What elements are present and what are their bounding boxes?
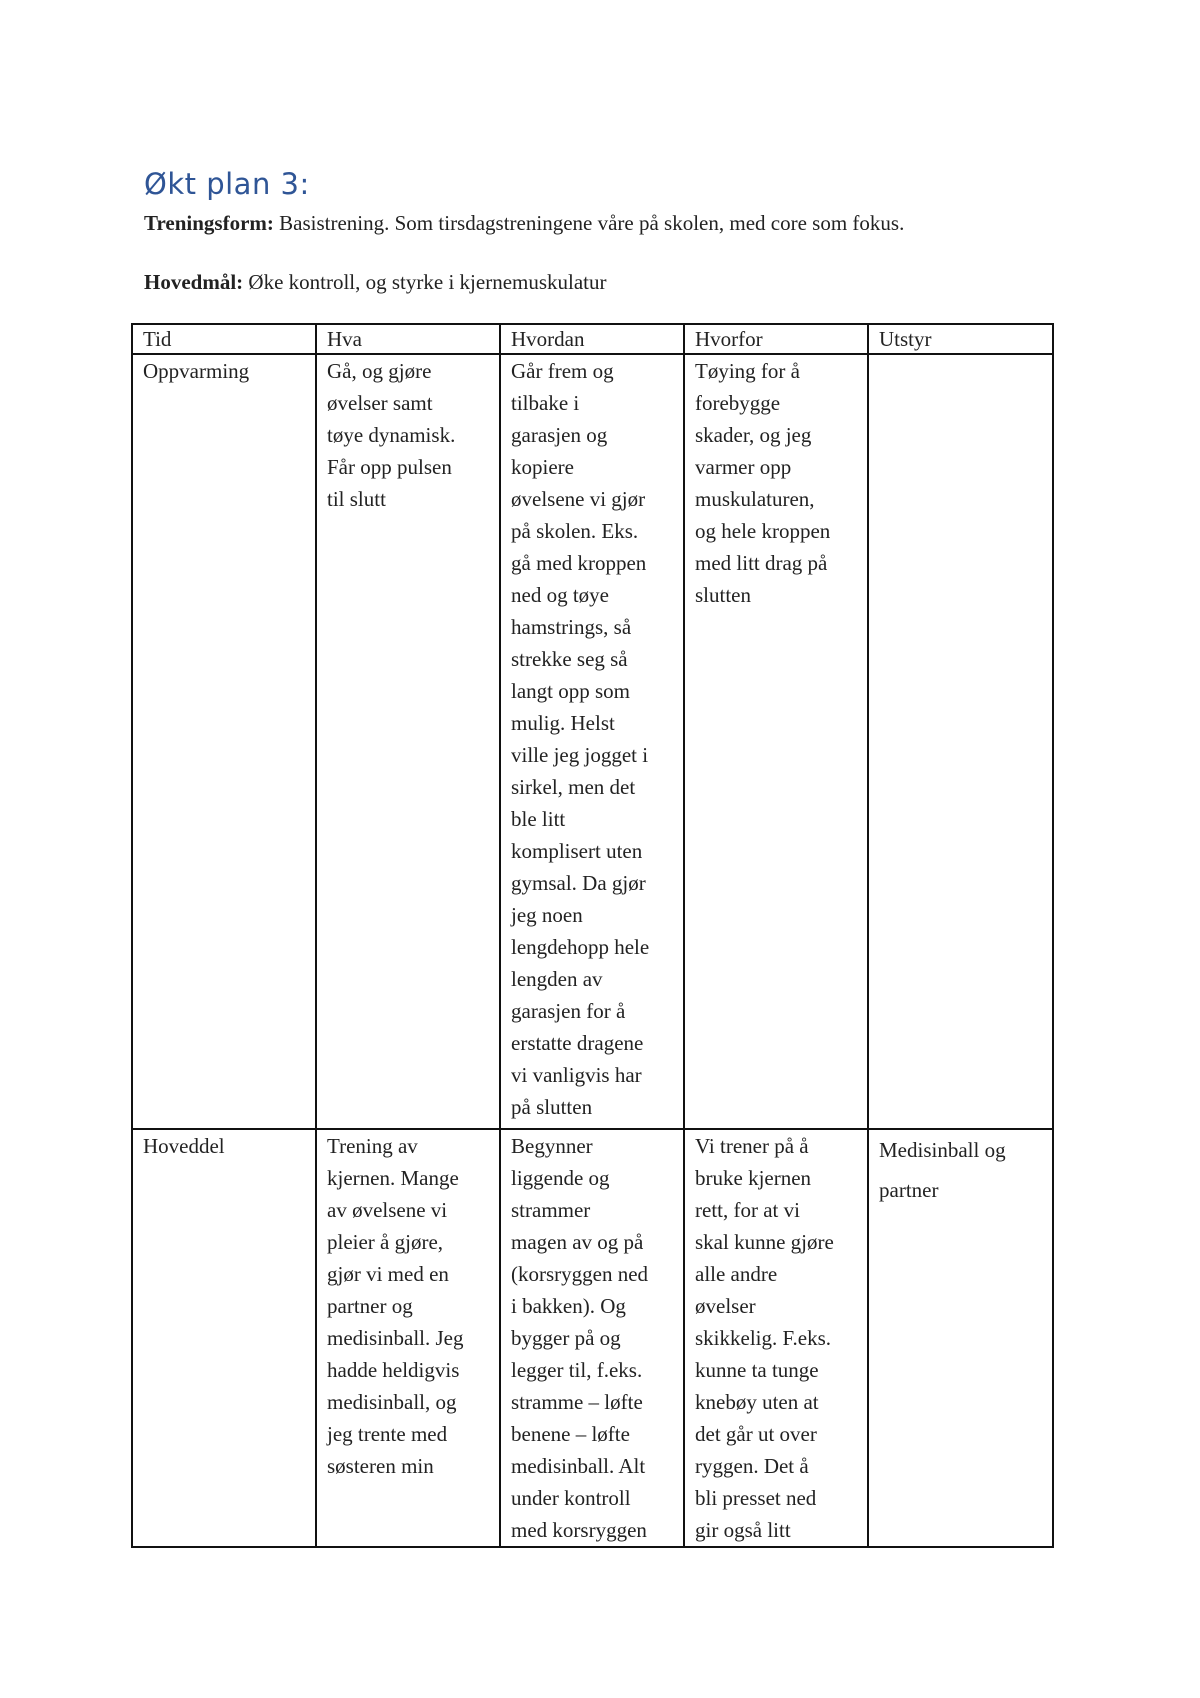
cell-hvorfor bbox=[684, 354, 868, 1129]
cell-utstyr bbox=[868, 354, 1053, 1129]
cell-tid bbox=[132, 354, 316, 1129]
cell-utstyr-text: Medisinball og partner bbox=[879, 1138, 1006, 1202]
cell-hvordan bbox=[500, 354, 684, 1129]
training-form-line bbox=[144, 209, 904, 237]
cell-hva-text: Trening av kjernen. Mange av øvelsene vi pleier å gjøre, gjør vi med en partner og medisinball. Jeg hadde heldigvis medisinball, og jeg trente med søsteren min bbox=[327, 1134, 464, 1478]
cell-tid-text: Hoveddel bbox=[143, 1134, 225, 1158]
cell-utstyr bbox=[868, 1129, 1053, 1547]
header-utstyr: Utstyr bbox=[868, 324, 1053, 354]
main-goal-line bbox=[144, 268, 607, 296]
cell-hvorfor-text: Vi trener på å bruke kjernen rett, for at vi skal kunne gjøre alle andre øvelser skikkelig. F.eks. kunne ta tunge knebøy uten at det går ut over ryggen. Det å bli presset ned gir også litt bbox=[695, 1134, 834, 1542]
main-goal-label: Hovedmål: bbox=[144, 270, 244, 294]
table-row bbox=[132, 354, 1053, 1129]
training-form-label: Treningsform: bbox=[144, 211, 274, 235]
page-title: Økt plan 3: bbox=[144, 167, 310, 201]
header-hva: Hva bbox=[316, 324, 500, 354]
cell-tid-text: Oppvarming bbox=[143, 359, 250, 383]
header-tid: Tid bbox=[132, 324, 316, 354]
main-goal-text: Øke kontroll, og styrke i kjernemuskulatur bbox=[243, 270, 607, 294]
session-plan-table bbox=[131, 323, 1054, 1548]
cell-hvordan bbox=[500, 1129, 684, 1547]
cell-tid bbox=[132, 1129, 316, 1547]
cell-hvorfor bbox=[684, 1129, 868, 1547]
cell-hva bbox=[316, 354, 500, 1129]
table-row bbox=[132, 1129, 1053, 1547]
header-hvorfor: Hvorfor bbox=[684, 324, 868, 354]
cell-hvordan-text: Går frem og tilbake i garasjen og kopiere øvelsene vi gjør på skolen. Eks. gå med kroppen ned og tøye hamstrings, så strekke seg så langt opp som mulig. Helst ville jeg jogget i sirkel, men det ble litt komplisert uten gymsal. Da gjør jeg noen lengdehopp hele lengden av garasjen for å erstatte dragene vi vanligvis har på slutten bbox=[511, 359, 650, 1119]
cell-hva bbox=[316, 1129, 500, 1547]
cell-hva-text: Gå, og gjøre øvelser samt tøye dynamisk. Får opp pulsen til slutt bbox=[327, 359, 456, 511]
header-hvordan: Hvordan bbox=[500, 324, 684, 354]
training-form-text: Basistrening. Som tirsdagstreningene våre på skolen, med core som fokus. bbox=[273, 211, 905, 235]
cell-hvorfor-text: Tøying for å forebygge skader, og jeg varmer opp muskulaturen, og hele kroppen med litt drag på slutten bbox=[695, 359, 831, 607]
table-header-row bbox=[132, 324, 1053, 354]
cell-hvordan-text: Begynner liggende og strammer magen av og på (korsryggen ned i bakken). Og bygger på og legger til, f.eks. stramme – løfte benene – løfte medisinball. Alt under kontroll med korsryggen bbox=[511, 1134, 649, 1542]
